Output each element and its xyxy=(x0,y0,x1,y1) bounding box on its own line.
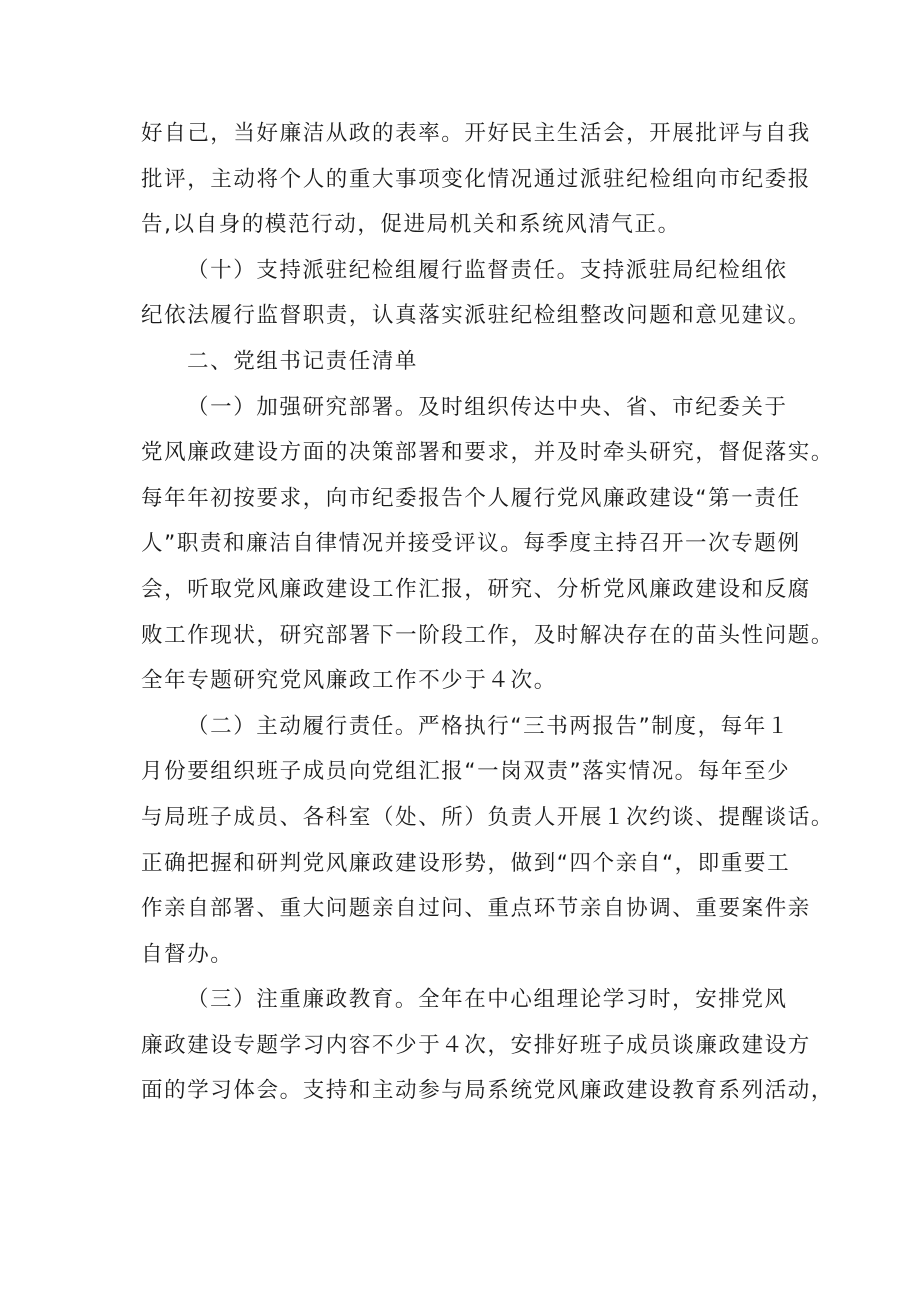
text-line: 与局班子成员、各科室（处、所）负责人开展１次约谈、提醒谈话。 xyxy=(141,804,835,830)
text-line: 批评，主动将个人的重大事项变化情况通过派驻纪检组向市纪委报 xyxy=(141,166,811,192)
text-line: 全年专题研究党风廉政工作不少于４次。 xyxy=(141,668,557,694)
section-heading-ten: （十）支持派驻纪检组履行监督责任。支持派驻局纪检组依 xyxy=(187,257,788,283)
text-line: 月份要组织班子成员向党组汇报“一岗双责”落实情况。每年至少 xyxy=(141,759,791,785)
document-body xyxy=(141,111,835,1114)
text-line: 面的学习体会。支持和主动参与局系统党风廉政建设教育系列活动， xyxy=(141,1078,835,1104)
text-line: 纪依法履行监督职责，认真落实派驻纪检组整改问题和意见建议。 xyxy=(141,303,811,329)
text-line: 每年年初按要求，向市纪委报告个人履行党风廉政建设“第一责任 xyxy=(141,485,801,511)
text-line: 告,以自身的模范行动，促进局机关和系统风清气正。 xyxy=(141,212,681,238)
text-line: 廉政建设专题学习内容不少于４次，安排好班子成员谈廉政建设方 xyxy=(141,1032,811,1058)
section-heading-two: （二）主动履行责任。严格执行“三书两报告”制度，每年１ xyxy=(187,713,790,739)
text-line: 党风廉政建设方面的决策部署和要求，并及时牵头研究，督促落实。 xyxy=(141,440,835,466)
text-line: 败工作现状，研究部署下一阶段工作，及时解决存在的苗头性问题。 xyxy=(141,622,835,648)
section-heading-one: （一）加强研究部署。及时组织传达中央、省、市纪委关于 xyxy=(187,394,788,420)
text-line: 作亲自部署、重大问题亲自过问、重点环节亲自协调、重要案件亲 xyxy=(141,896,811,922)
text-line: 会，听取党风廉政建设工作汇报，研究、分析党风廉政建设和反腐 xyxy=(141,576,811,602)
chapter-heading-two: 二、党组书记责任清单 xyxy=(187,348,419,374)
text-line: 正确把握和研判党风廉政建设形势，做到“四个亲自“，即重要工 xyxy=(141,850,791,876)
text-line: 好自己，当好廉洁从政的表率。开好民主生活会，开展批评与自我 xyxy=(141,121,811,146)
text-line: 人”职责和廉洁自律情况并接受评议。每季度主持召开一次专题例 xyxy=(141,531,801,557)
section-heading-three: （三）注重廉政教育。全年在中心组理论学习时，安排党风 xyxy=(187,987,788,1013)
text-line: 自督办。 xyxy=(141,941,234,967)
